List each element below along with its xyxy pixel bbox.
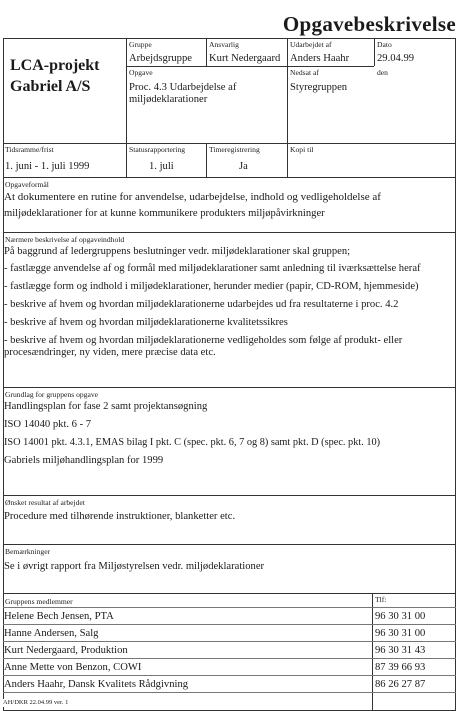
frist-value: 1. juni - 1. juli 1999 <box>5 161 90 172</box>
footer-version: AH/DKR 22.04.99 ver. 1 <box>3 699 69 706</box>
dato-label: Dato <box>377 40 392 49</box>
beskrivelse-line: - fastlægge anvendelse af og formål med miljødeklarationer samt anledning til iværksættelse heraf <box>4 263 421 274</box>
opgave-label: Opgave <box>129 68 153 77</box>
timereg-value: Ja <box>239 161 248 172</box>
member-tlf: 87 39 66 93 <box>375 662 426 673</box>
gruppe-label: Gruppe <box>129 40 152 49</box>
company-name: Gabriel A/S <box>10 78 91 95</box>
page-title: Opgavebeskrivelse <box>282 12 456 36</box>
resultat-text: Procedure med tilhørende instruktioner, blanketter etc. <box>4 511 236 522</box>
member-name: Hanne Andersen, Salg <box>4 628 99 639</box>
ansvarlig-value: Kurt Nedergaard <box>209 53 281 64</box>
project-name: LCA-projekt <box>10 57 100 74</box>
nedsat-value: Styregruppen <box>290 82 348 93</box>
grundlag-label: Grundlag for gruppens opgave <box>5 390 98 399</box>
formaal-line: miljødeklarationer for at kunne kommunikere produkters miljøpåvirkninger <box>4 208 325 219</box>
member-name: Anders Haahr, Dansk Kvalitets Rådgivning <box>4 679 189 690</box>
udarbejdet-label: Udarbejdet af <box>290 40 332 49</box>
beskrivelse-line: procesændringer, ny viden, mere præcise data etc. <box>4 347 216 358</box>
member-name: Anne Mette von Benzon, COWI <box>4 662 142 673</box>
status-value: 1. juli <box>149 161 174 172</box>
bemaerkninger-label: Bemærkninger <box>5 547 51 556</box>
grundlag-line: ISO 14040 pkt. 6 - 7 <box>4 419 92 430</box>
beskrivelse-line: - fastlægge form og indhold i miljødeklarationer, herunder medier (papir, CD-ROM, hjemmeside) <box>4 281 419 292</box>
grundlag-line: ISO 14001 pkt. 4.3.1, EMAS bilag I pkt. C (spec. pkt. 6, 7 og 8) samt pkt. D (spec. pkt. 10) <box>4 437 381 448</box>
beskrivelse-line: - beskrive af hvem og hvordan miljødeklarationerne vedligeholdes som følge af produkt- eller <box>4 335 403 346</box>
opgave-line-2: miljødeklarationer <box>129 94 208 105</box>
member-name: Kurt Nedergaard, Produktion <box>4 645 128 656</box>
beskrivelse-line: - beskrive af hvem og hvordan miljødeklarationerne udarbejdes ud fra resultaterne i proc. 4.2 <box>4 299 399 310</box>
kopi-label: Kopi til <box>290 145 314 154</box>
members-label: Gruppens medlemmer <box>5 597 73 606</box>
den-label: den <box>377 68 388 77</box>
grundlag-line: Handlingsplan for fase 2 samt projektansøgning <box>4 401 208 412</box>
tlf-label: Tlf: <box>375 595 387 604</box>
member-tlf: 96 30 31 00 <box>375 611 426 622</box>
member-name: Helene Bech Jensen, PTA <box>4 611 114 622</box>
status-label: Statusrapportering <box>129 145 186 154</box>
beskrivelse-label: Nærmere beskrivelse af opgaveindhold <box>5 235 125 244</box>
opgave-line-1: Proc. 4.3 Udarbejdelse af <box>129 82 237 93</box>
grundlag-line: Gabriels miljøhandlingsplan for 1999 <box>4 455 164 466</box>
bemaerkninger-text: Se i øvrigt rapport fra Miljøstyrelsen vedr. miljødeklarationer <box>4 561 265 572</box>
frist-label: Tidsramme/frist <box>5 145 54 154</box>
gruppe-value: Arbejdsgruppe <box>129 53 192 64</box>
beskrivelse-line: På baggrund af ledergruppens beslutninger vedr. miljødeklarationer skal gruppen; <box>4 246 351 257</box>
resultat-label: Ønsket resultat af arbejdet <box>5 498 85 507</box>
formaal-label: Opgaveformål <box>5 180 49 189</box>
nedsat-label: Nedsat af <box>290 68 319 77</box>
member-tlf: 96 30 31 00 <box>375 628 426 639</box>
dato-value: 29.04.99 <box>377 53 415 64</box>
formaal-line: At dokumentere en rutine for anvendelse, udarbejdelse, indhold og vedligeholdelse af <box>4 191 381 203</box>
member-tlf: 86 26 27 87 <box>375 679 426 690</box>
ansvarlig-label: Ansvarlig <box>209 40 239 49</box>
beskrivelse-line: - beskrive af hvem og hvordan miljødeklarationerne kvalitetssikres <box>4 317 288 328</box>
udarbejdet-value: Anders Haahr <box>290 53 350 64</box>
timereg-label: Timeregistrering <box>209 145 260 154</box>
member-tlf: 96 30 31 43 <box>375 645 426 656</box>
